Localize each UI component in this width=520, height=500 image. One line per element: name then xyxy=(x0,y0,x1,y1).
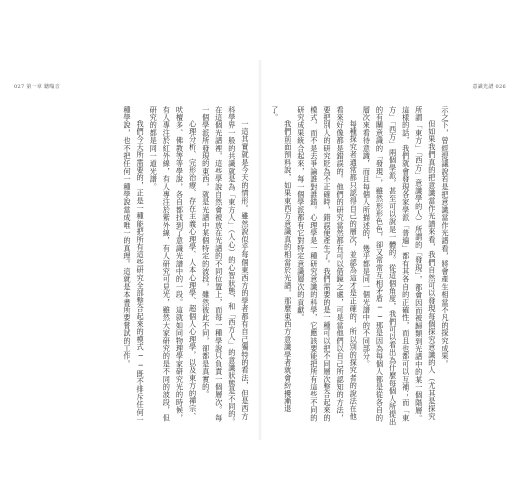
right-paragraph: 每種探究者通常都只認得自己的層次，並認為這才是正確的，所以別的探究者的說法在他看來好像都是錯誤的。他們的研究當然都有可以借鏡之處，可是當他們以自己所認知的方法，要把別人的研究貶為不正確時，錯誤便產生了。我們需要的是一種可以把不同層次整合起來的模式，而不是去爭論誰對誰錯。心理學是一種研究意識的科學，它應該要能把所有這些不同的研究成果統合起來，每一個學派都有它對特定意識層次的貢獻。 xyxy=(296,106,359,422)
right-paragraph: 我們前面預料說，如果東西方意識真的相當於光譜，那麼東西方意識學者就會紛擾漸退了。 xyxy=(270,106,293,413)
right-paragraph: 示之下，曾經提議說若是把意識當作光譜看，將會產生相當不凡的探究成果。 xyxy=(441,106,450,368)
page-gutter xyxy=(258,60,262,440)
left-paragraph: 心理分析、完形治療、存在主義心理學、人本心理學、超個人心理學，以及東方的禪宗、吠檀多、佛教等等學說，各自都找到了意識光譜中的一段。這就如同物理學家研究光的時候，有人專注於紅外線，有人專注於紫外線，有人研究可見光，雖然大家研究的是不同的波段，但研究的都是同一道光譜。 xyxy=(149,106,198,422)
right-running-head: 意識光譜 026 xyxy=(472,84,506,90)
right-paragraph: 但如果我們真的把意識當作光譜來看，我們自然可以發現每個探究意識的人（尤其是探究所謂「東方」「西方」意識學的人）所謂的「發現」，都會因而被歸類到光譜中的某一個階層。這樣的話，我們就會發現各家學派「普遍」都有其各自的正確性，而且也都可以互補；而「東方」「西方」兩個學派，甚至可以說是一體的。從這個角度，我們可以看出為什麼每個人所提出的有關意識的「發現」，雖然形形色色，卻又常常互相矛盾──那是因為每個人都是從各自的層次來看待意識，而且每個人所描述的，幾乎都是同一個光譜中的不同部分。 xyxy=(362,106,437,426)
right-page-text xyxy=(270,106,452,426)
left-running-head: 027 第一章 聽嗡音 xyxy=(14,84,61,90)
left-page-text xyxy=(123,106,252,426)
left-paragraph: 一這其實就是今天的情形。雖然說似乎每個東西方的學者都有自己獨特的看法，但是西方科學界一般的共識就是為「東方人」（人心）的心智狀態，和「西方人」的意識狀態是不同的。在這個光譜裡，這些學說自然會被放在光譜的不同位置上，而每一種學說只負責一個層次。每一個學派所發現的東西，就是光譜中某個特定的波段，雖然彼此不同，卻都是真實的。 xyxy=(201,106,250,426)
left-paragraph: 我們今天所需要的，正是一種能把所有這些研究全部整合起來的模式──既不排斥任何一種學說，也不把任何一種學說當成唯一的真理。這就是本書所要嘗試的工作。 xyxy=(123,106,146,425)
